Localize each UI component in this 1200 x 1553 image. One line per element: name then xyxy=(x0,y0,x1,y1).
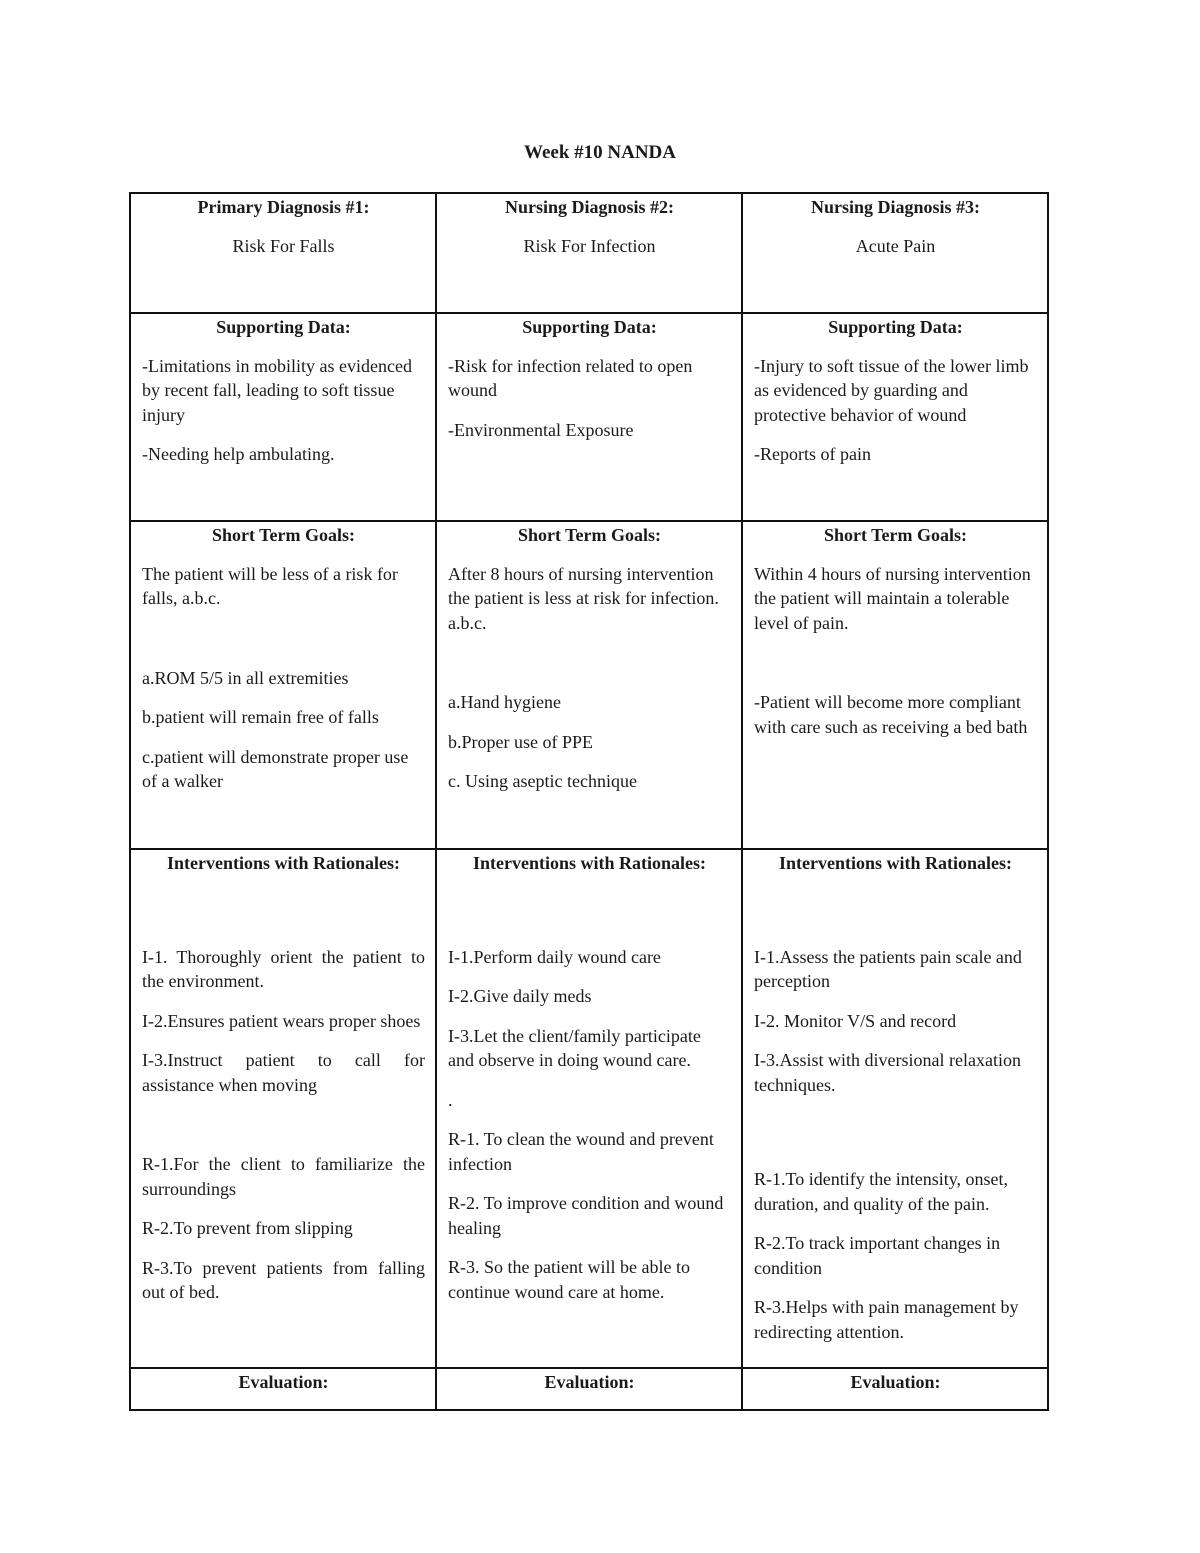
page-title: Week #10 NANDA xyxy=(524,142,676,163)
rationale-item: R-2. To improve condition and wound healing xyxy=(448,1193,724,1238)
separator-dot: . xyxy=(448,1089,453,1110)
goals-intro: The patient will be less of a risk for falls, a.b.c. xyxy=(142,563,398,608)
interventions-heading: Interventions with Rationales: xyxy=(779,853,1012,873)
diagnosis-cell-1 xyxy=(130,193,436,313)
diagnosis-heading: Primary Diagnosis #1: xyxy=(197,197,370,217)
intervention-item: I-1.Assess the patients pain scale and perception xyxy=(754,946,1022,991)
intervention-item: I-2.Give daily meds xyxy=(448,986,592,1006)
supporting-heading: Supporting Data: xyxy=(828,317,963,337)
goal-item: -Patient will become more compliant with care such as receiving a bed bath xyxy=(754,692,1028,737)
rationale-item: R-3.To prevent patients from falling out of bed. xyxy=(142,1257,425,1302)
rationale-item: R-2.To track important changes in condition xyxy=(754,1233,1001,1278)
interventions-cell-3 xyxy=(742,849,1048,1368)
goals-heading: Short Term Goals: xyxy=(517,525,661,545)
intervention-item: I-2.Ensures patient wears proper shoes xyxy=(142,1010,421,1031)
intervention-item: I-2. Monitor V/S and record xyxy=(754,1010,957,1031)
intervention-item: I-3.Let the client/family participate and observe in doing wound care. xyxy=(448,1025,701,1070)
diagnosis-cell-2 xyxy=(436,193,742,313)
rationale-item: R-1.To identify the intensity, onset, duration, and quality of the pain. xyxy=(754,1169,1009,1214)
diagnosis-heading: Nursing Diagnosis #3: xyxy=(810,197,981,217)
goals-intro: Within 4 hours of nursing intervention the patient will maintain a tolerable level of pain. xyxy=(754,563,1031,633)
goal-item: a.Hand hygiene xyxy=(448,692,561,712)
supporting-heading: Supporting Data: xyxy=(522,317,657,337)
interventions-heading: Interventions with Rationales: xyxy=(473,853,706,873)
diagnosis-row xyxy=(130,193,1048,313)
interventions-cell-1 xyxy=(130,849,436,1368)
evaluation-cell-2 xyxy=(436,1368,742,1410)
interventions-row xyxy=(130,849,1048,1368)
goals-cell-3 xyxy=(742,521,1048,849)
evaluation-heading: Evaluation: xyxy=(544,1372,635,1392)
diagnosis-cell-3 xyxy=(742,193,1048,313)
intervention-item: I-1. Thoroughly orient the patient to the environment. xyxy=(142,946,425,991)
diagnosis-heading: Nursing Diagnosis #2: xyxy=(504,197,675,217)
evaluation-heading: Evaluation: xyxy=(850,1372,941,1392)
supporting-item: -Injury to soft tissue of the lower limb as evidenced by guarding and protective behavior of wound xyxy=(754,355,1029,425)
supporting-item: -Environmental Exposure xyxy=(448,419,634,440)
intervention-item: I-3.Instruct patient to call for assistance when moving xyxy=(142,1050,425,1095)
diagnosis-name: Risk For Infection xyxy=(523,235,656,256)
goal-item: a.ROM 5/5 in all extremities xyxy=(142,667,349,688)
goals-intro: After 8 hours of nursing intervention the patient is less at risk for infection. a.b.c. xyxy=(448,563,719,633)
supporting-item: -Risk for infection related to open wound xyxy=(448,355,693,400)
intervention-item: I-1.Perform daily wound care xyxy=(448,946,661,967)
goal-item: c.patient will demonstrate proper use of a walker xyxy=(142,746,409,791)
diagnosis-name: Risk For Falls xyxy=(232,235,335,256)
rationale-item: R-3. So the patient will be able to continue wound care at home. xyxy=(448,1257,690,1302)
goal-item: b.patient will remain free of falls xyxy=(142,707,379,727)
rationale-item: R-2.To prevent from slipping xyxy=(142,1218,353,1238)
supporting-heading: Supporting Data: xyxy=(216,317,351,337)
evaluation-cell-1 xyxy=(130,1368,436,1410)
evaluation-row xyxy=(130,1368,1048,1410)
rationale-item: R-1. To clean the wound and prevent infection xyxy=(448,1129,714,1174)
goals-cell-2 xyxy=(436,521,742,849)
supporting-item: -Needing help ambulating. xyxy=(142,444,335,464)
supporting-data-row xyxy=(130,313,1048,521)
goals-heading: Short Term Goals: xyxy=(823,525,967,545)
interventions-heading: Interventions with Rationales: xyxy=(167,853,400,873)
goals-heading: Short Term Goals: xyxy=(211,525,355,545)
goal-item: c. Using aseptic technique xyxy=(448,771,637,791)
rationale-item: R-3.Helps with pain management by redirecting attention. xyxy=(754,1297,1019,1342)
supporting-item: -Limitations in mobility as evidenced by recent fall, leading to soft tissue injury xyxy=(142,355,412,425)
supporting-cell-3 xyxy=(742,313,1048,521)
rationale-item: R-1.For the client to familiarize the surroundings xyxy=(142,1154,425,1199)
supporting-cell-2 xyxy=(436,313,742,521)
goals-cell-1 xyxy=(130,521,436,849)
supporting-cell-1 xyxy=(130,313,436,521)
care-plan-table xyxy=(129,192,1049,1411)
goal-item: b.Proper use of PPE xyxy=(448,731,593,752)
supporting-item: -Reports of pain xyxy=(754,444,871,464)
short-term-goals-row xyxy=(130,521,1048,849)
evaluation-cell-3 xyxy=(742,1368,1048,1410)
evaluation-heading: Evaluation: xyxy=(238,1372,329,1392)
diagnosis-name: Acute Pain xyxy=(855,235,936,256)
interventions-cell-2 xyxy=(436,849,742,1368)
intervention-item: I-3.Assist with diversional relaxation techniques. xyxy=(754,1050,1021,1095)
